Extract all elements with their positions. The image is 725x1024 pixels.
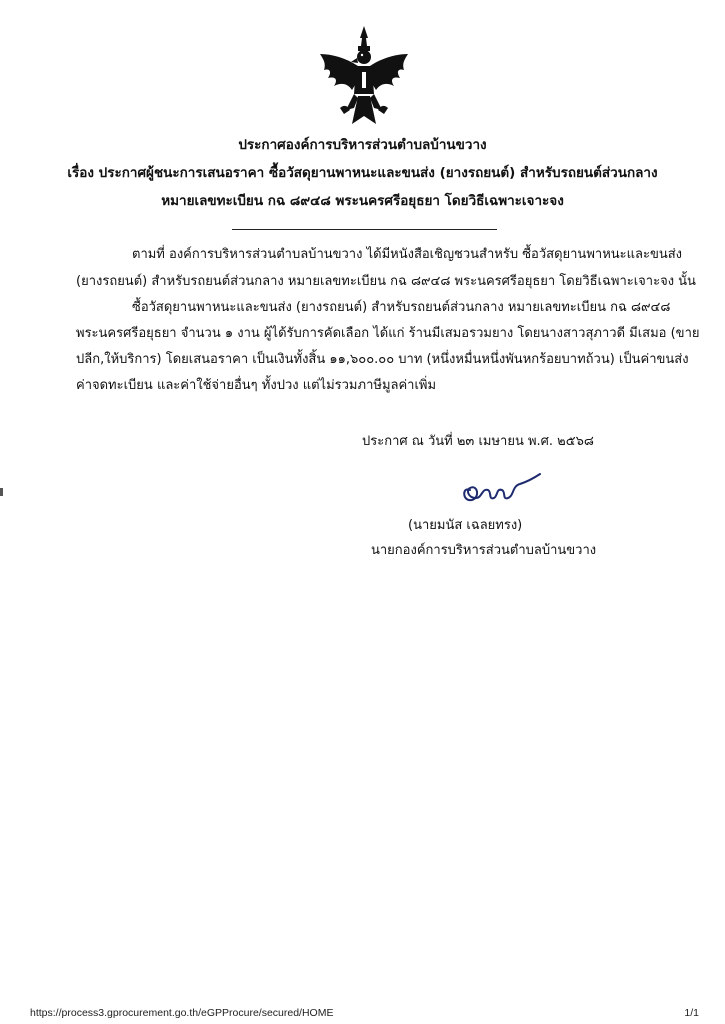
announcement-subject-cont: หมายเลขทะเบียน กฉ ๘๙๔๘ พระนครศรีอยุธยา โดยวิธีเฉพาะเจาะจง xyxy=(161,193,564,209)
signature-icon xyxy=(456,468,542,508)
announcement-subject: เรื่อง ประกาศผู้ชนะการเสนอราคา ซื้อวัสดุยานพาหนะและขนส่ง (ยางรถยนต์) สำหรับรถยนต์ส่วนกลาง xyxy=(67,165,658,181)
scan-mark xyxy=(0,488,3,496)
announcement-title: ประกาศองค์การบริหารส่วนตำบลบ้านขวาง xyxy=(238,137,487,153)
body-line: พระนครศรีอยุธยา จำนวน ๑ งาน ผู้ได้รับการคัดเลือก ได้แก่ ร้านมีเสมอรวมยาง โดยนางสาวสุภาวดี มีเสมอ (ขาย xyxy=(76,326,700,341)
body-line: ตามที่ องค์การบริหารส่วนตำบลบ้านขวาง ได้มีหนังสือเชิญชวนสำหรับ ซื้อวัสดุยานพาหนะและขนส่ง xyxy=(132,247,683,262)
body-line: ปลีก,ให้บริการ) โดยเสนอราคา เป็นเงินทั้งสิ้น ๑๑,๖๐๐.๐๐ บาท (หนึ่งหมื่นหนึ่งพันหกร้อยบาทถ้วน) เป็นค่าขนส่ง xyxy=(76,352,689,367)
garuda-emblem-icon xyxy=(318,24,410,128)
header-divider xyxy=(232,229,497,230)
body-line: (ยางรถยนต์) สำหรับรถยนต์ส่วนกลาง หมายเลขทะเบียน กฉ ๘๙๔๘ พระนครศรีอยุธยา โดยวิธีเฉพาะเจาะจง นั้น xyxy=(76,274,696,289)
announcement-date: ประกาศ ณ วันที่ ๒๓ เมษายน พ.ศ. ๒๕๖๘ xyxy=(362,434,594,449)
body-line: ซื้อวัสดุยานพาหนะและขนส่ง (ยางรถยนต์) สำหรับรถยนต์ส่วนกลาง หมายเลขทะเบียน กฉ ๘๙๔๘ xyxy=(132,300,671,315)
footer-url: https://process3.gprocurement.go.th/eGPProcure/secured/HOME xyxy=(30,1007,334,1019)
footer-page-number: 1/1 xyxy=(684,1007,699,1019)
signatory-name: (นายมนัส เฉลยทรง) xyxy=(408,518,523,533)
body-line: ค่าจดทะเบียน และค่าใช้จ่ายอื่นๆ ทั้งปวง แต่ไม่รวมภาษีมูลค่าเพิ่ม xyxy=(76,378,437,393)
signatory-position: นายกองค์การบริหารส่วนตำบลบ้านขวาง xyxy=(371,543,597,558)
